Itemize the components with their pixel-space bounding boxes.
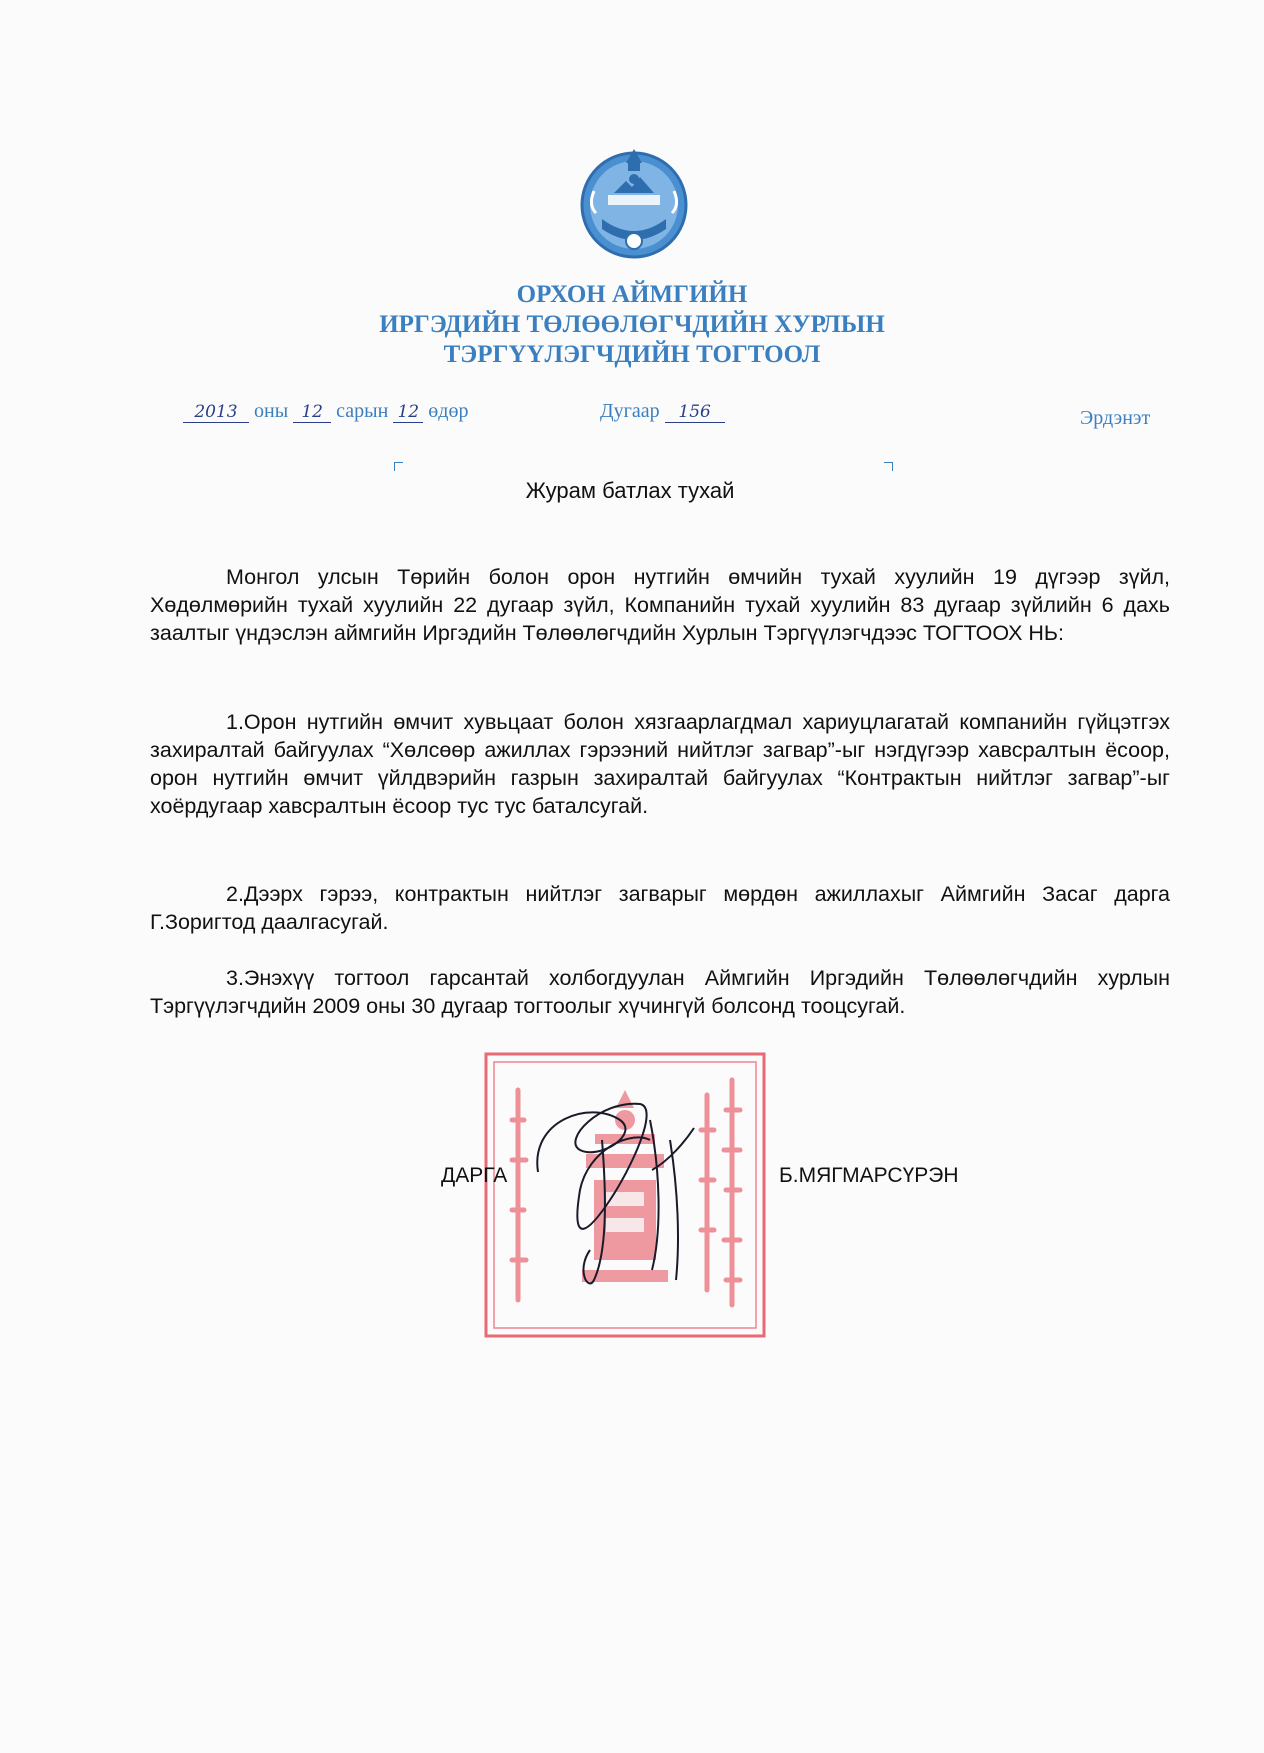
- date-field: [183, 400, 468, 430]
- paragraph-text: 1.Орон нутгийн өмчит хувьцаат болон хязгаарлагдмал хариуцлагатай компанийн гүйцэтгэх захиралтай байгуулах “Хөлсөөр ажиллах гэрээний нийтлэг загвар”-ыг нэгдүгээр хавсралтын ёсоор, орон нутгийн өмчит үйлдвэрийн газрын захиралтай байгуулах “Контрактын нийтлэг загвар”-ыг хоёрдугаар хавсралтын ёсоор тус тус баталсугай.: [150, 710, 1170, 818]
- date-year-suffix: оны: [254, 400, 289, 422]
- handwritten-signature: [510, 1080, 740, 1310]
- date-month-suffix: сарын: [336, 400, 389, 422]
- body-paragraph-item-3: [150, 964, 1170, 1020]
- body-paragraph-item-1: [150, 708, 1170, 820]
- number-field: [600, 400, 725, 430]
- date-day: 12: [393, 402, 423, 423]
- number-label: Дугаар: [600, 400, 660, 422]
- place-name: Эрдэнэт: [1080, 407, 1151, 429]
- date-day-suffix: өдөр: [428, 400, 469, 422]
- paragraph-text: Монгол улсын Төрийн болон орон нутгийн өмчийн тухай хуулийн 19 дүгээр зүйл, Хөдөлмөрийн тухай хуулийн 22 дугаар зүйл, Компанийн тухай хуулийн 83 дугаар зүйлийн 6 дахь заалтыг үндэслэн аймгийн Иргэдийн Төлөөлөгчдийн Хурлын Тэргүүлэгчдээс ТОГТООХ НЬ:: [150, 565, 1170, 645]
- paragraph-text: 3.Энэхүү тогтоол гарсантай холбогдуулан Аймгийн Иргэдийн Төлөөлөгчдийн хурлын Тэргүүлэгчдийн 2009 оны 30 дугаар тогтоолыг хүчингүй болсонд тооцсугай.: [150, 966, 1170, 1018]
- document-number: 156: [665, 402, 725, 423]
- document-title: Журам батлах тухай: [525, 478, 735, 503]
- paragraph-text: 2.Дээрх гэрээ, контрактын нийтлэг загварыг мөрдөн ажиллахыг Аймгийн Засаг дарга Г.Зоригтод даалгасугай.: [150, 882, 1170, 934]
- date-month: 12: [293, 402, 331, 423]
- date-year: 2013: [183, 402, 249, 423]
- signatory-name: Б.МЯГМАРСҮРЭН: [779, 1164, 959, 1187]
- header-line-1: ОРХОН АЙМГИЙН: [516, 281, 748, 308]
- body-paragraph-item-2: [150, 880, 1170, 936]
- title-corner-left: [394, 462, 403, 471]
- state-emblem-icon: [578, 143, 690, 267]
- title-corner-right: [884, 462, 893, 471]
- signatory-position: ДАРГА: [441, 1164, 508, 1187]
- header-line-3: ТЭРГҮҮЛЭГЧДИЙН ТОГТООЛ: [443, 341, 821, 368]
- header-line-2: ИРГЭДИЙН ТӨЛӨӨЛӨГЧДИЙН ХУРЛЫН: [379, 311, 885, 338]
- document-header: [240, 280, 1024, 370]
- body-paragraph-preamble: [150, 563, 1170, 647]
